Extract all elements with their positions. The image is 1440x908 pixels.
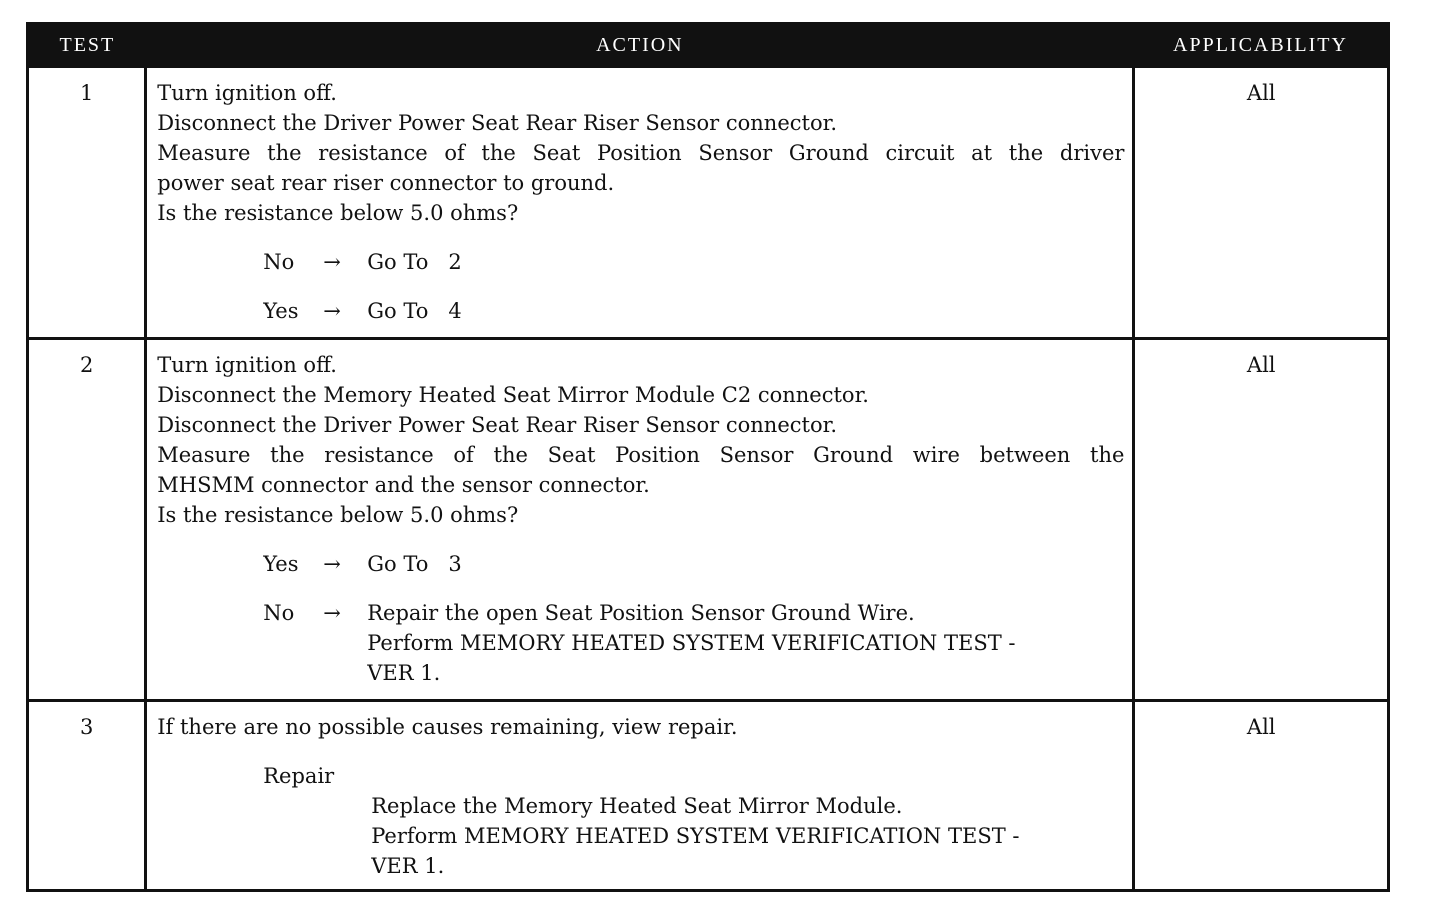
arrow-right-icon: →: [323, 552, 341, 576]
action-line: Measure the resistance of the Seat Position Sensor Ground wire between the: [157, 443, 1125, 467]
applicability-value: All: [1134, 701, 1389, 891]
outcome-result: [367, 598, 1124, 688]
arrow-right-icon: →: [323, 250, 341, 274]
diagnostic-test-table: [26, 22, 1390, 892]
outcome-yes: [263, 296, 1124, 326]
test-number: 2: [28, 339, 146, 701]
repair-instructions: [371, 791, 1124, 881]
action-line: power seat rear riser connector to ground.: [157, 171, 615, 195]
outcome-yes: [263, 549, 1124, 579]
test-number: 3: [28, 701, 146, 891]
repair-line: Perform MEMORY HEATED SYSTEM VERIFICATION TEST -: [371, 824, 1020, 848]
action-cell: [146, 67, 1134, 339]
outcome-no: [263, 247, 1124, 277]
outcome-result-line: Go To 3: [367, 552, 462, 576]
table-row: [28, 339, 1389, 701]
outcome-answer: Yes: [263, 552, 299, 576]
outcome-result-line: VER 1.: [367, 661, 441, 685]
header-test: TEST: [28, 24, 146, 67]
action-line: Disconnect the Memory Heated Seat Mirror Module C2 connector.: [157, 383, 869, 407]
outcome-result-line: Repair the open Seat Position Sensor Ground Wire.: [367, 601, 915, 625]
test-number: 1: [28, 67, 146, 339]
outcome-no: [263, 598, 1124, 688]
repair-label: Repair: [263, 764, 335, 788]
header-action: ACTION: [146, 24, 1134, 67]
outcome-answer: No: [263, 601, 295, 625]
outcome-result: [367, 247, 1124, 277]
table-row: [28, 701, 1389, 891]
outcome-answer: No: [263, 250, 295, 274]
outcome-result-line: Go To 2: [367, 250, 462, 274]
action-line: Is the resistance below 5.0 ohms?: [157, 201, 519, 225]
action-cell: [146, 339, 1134, 701]
applicability-value: All: [1134, 67, 1389, 339]
outcome-result: [367, 549, 1124, 579]
action-line: Turn ignition off.: [157, 81, 337, 105]
outcome-result: [367, 296, 1124, 326]
table-header: [28, 24, 1389, 67]
action-line: Is the resistance below 5.0 ohms?: [157, 503, 519, 527]
outcome-answer: Yes: [263, 299, 299, 323]
action-line: Disconnect the Driver Power Seat Rear Riser Sensor connector.: [157, 111, 838, 135]
action-line: Turn ignition off.: [157, 353, 337, 377]
repair-line: Replace the Memory Heated Seat Mirror Module.: [371, 794, 903, 818]
header-applicability: APPLICABILITY: [1134, 24, 1389, 67]
outcome-result-line: Go To 4: [367, 299, 462, 323]
action-line: Disconnect the Driver Power Seat Rear Riser Sensor connector.: [157, 413, 838, 437]
action-line: Measure the resistance of the Seat Position Sensor Ground circuit at the driver: [157, 141, 1125, 165]
table-row: [28, 67, 1389, 339]
action-line: If there are no possible causes remaining, view repair.: [157, 715, 738, 739]
arrow-right-icon: →: [323, 299, 341, 323]
outcome-result-line: Perform MEMORY HEATED SYSTEM VERIFICATION TEST -: [367, 631, 1016, 655]
repair-line: VER 1.: [371, 854, 445, 878]
action-line: MHSMM connector and the sensor connector.: [157, 473, 650, 497]
arrow-right-icon: →: [323, 601, 341, 625]
action-cell: [146, 701, 1134, 891]
applicability-value: All: [1134, 339, 1389, 701]
